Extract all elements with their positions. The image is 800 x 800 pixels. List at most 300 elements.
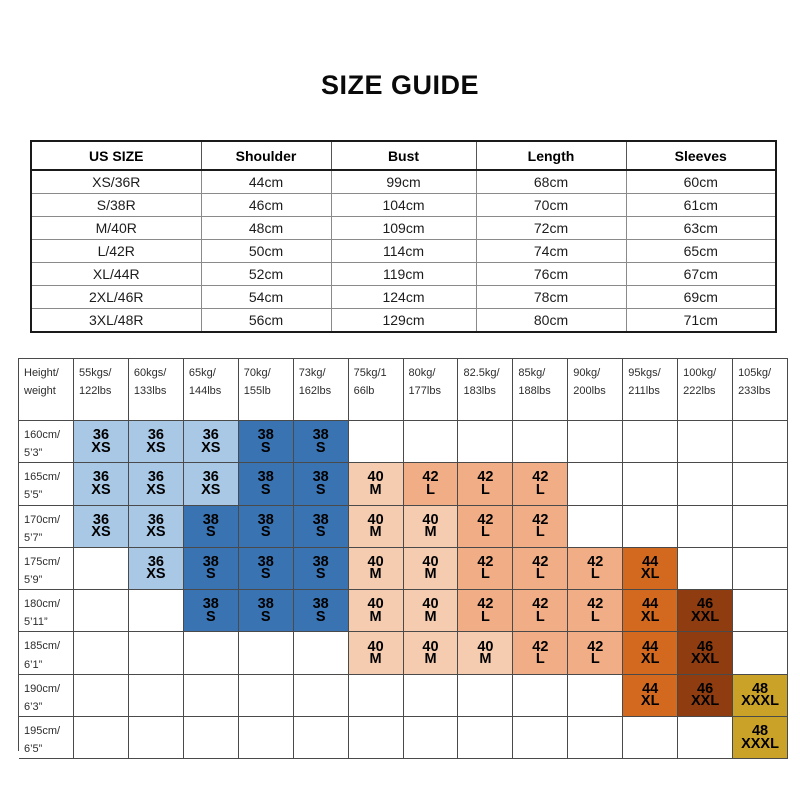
measurement-cell: 129cm xyxy=(331,309,476,333)
column-header: Sleeves xyxy=(626,141,776,170)
empty-cell xyxy=(678,506,733,548)
size-cell xyxy=(239,590,294,632)
height-label-line: 5’3” xyxy=(24,447,43,460)
height-label-line: 185cm/ xyxy=(24,640,61,653)
empty-cell xyxy=(349,717,404,759)
size-label: XXL xyxy=(691,693,720,710)
weight-header-line: 75kg/1 xyxy=(353,367,387,379)
measurement-cell: 71cm xyxy=(626,309,776,333)
size-number: 38 xyxy=(312,511,329,528)
empty-cell xyxy=(568,463,623,505)
weight-header xyxy=(349,359,404,421)
measurement-cell: 72cm xyxy=(476,217,626,240)
size-number: 38 xyxy=(257,427,274,444)
size-number: 36 xyxy=(147,469,164,486)
size-label: L xyxy=(535,481,545,498)
empty-cell xyxy=(568,717,623,759)
measurement-cell: 78cm xyxy=(476,286,626,309)
size-cell xyxy=(404,548,459,590)
size-number: 40 xyxy=(367,511,384,528)
empty-cell xyxy=(623,463,678,505)
size-label: XS xyxy=(201,481,221,498)
size-label: M xyxy=(369,524,382,541)
empty-cell xyxy=(74,717,129,759)
us-size-cell: XS/36R xyxy=(31,170,201,194)
weight-header-line: 80kg/ xyxy=(408,367,436,379)
size-label: XL xyxy=(640,608,660,625)
height-label xyxy=(19,548,74,590)
empty-cell xyxy=(349,675,404,717)
measurement-cell: 54cm xyxy=(201,286,331,309)
table-row xyxy=(31,240,776,263)
measurement-cell: 50cm xyxy=(201,240,331,263)
size-number: 38 xyxy=(257,511,274,528)
size-cell xyxy=(294,463,349,505)
size-cell xyxy=(623,675,678,717)
weight-header-line: 183lbs xyxy=(463,385,496,398)
size-label: XS xyxy=(91,481,111,498)
empty-cell xyxy=(74,675,129,717)
measurement-cell: 56cm xyxy=(201,309,331,333)
size-cell xyxy=(733,717,788,759)
measurement-cell: 68cm xyxy=(476,170,626,194)
column-header: Length xyxy=(476,141,626,170)
size-number: 46 xyxy=(697,680,714,697)
height-label-line: 180cm/ xyxy=(24,598,61,611)
weight-header-line: 105kg/ xyxy=(738,367,772,379)
size-number: 40 xyxy=(367,469,384,486)
size-label: S xyxy=(260,524,271,541)
size-label: XS xyxy=(146,566,166,583)
height-label-line: 5’11” xyxy=(24,616,48,629)
size-cell xyxy=(404,590,459,632)
empty-cell xyxy=(458,717,513,759)
size-cell xyxy=(184,463,239,505)
height-label xyxy=(19,590,74,632)
table-row xyxy=(31,286,776,309)
size-cell xyxy=(513,548,568,590)
measurement-cell: 46cm xyxy=(201,194,331,217)
size-cell xyxy=(74,506,129,548)
size-number: 36 xyxy=(202,469,219,486)
height-label-line: 190cm/ xyxy=(24,682,61,695)
size-number: 40 xyxy=(422,553,439,570)
measurement-cell: 69cm xyxy=(626,286,776,309)
weight-header xyxy=(294,359,349,421)
table-row xyxy=(31,309,776,333)
us-size-cell: XL/44R xyxy=(31,263,201,286)
size-number: 38 xyxy=(312,553,329,570)
size-label: S xyxy=(315,439,326,456)
size-cell xyxy=(184,548,239,590)
empty-cell xyxy=(678,421,733,463)
size-number: 46 xyxy=(697,596,714,613)
size-cell xyxy=(458,590,513,632)
size-cell xyxy=(568,632,623,674)
size-number: 38 xyxy=(257,553,274,570)
size-number: 36 xyxy=(92,427,110,444)
corner-header-line: Height/ xyxy=(24,367,59,379)
size-cell xyxy=(458,463,513,505)
size-label: XS xyxy=(146,439,166,456)
height-label-line: 6’3” xyxy=(24,700,43,713)
size-label: L xyxy=(535,524,545,541)
empty-cell xyxy=(678,548,733,590)
size-cell xyxy=(129,548,184,590)
height-label-line: 195cm/ xyxy=(24,724,61,737)
weight-header xyxy=(678,359,733,421)
size-number: 42 xyxy=(477,596,494,613)
weight-header-line: 60kgs/ xyxy=(133,367,167,379)
size-number: 48 xyxy=(751,680,769,697)
size-cell xyxy=(239,548,294,590)
weight-header-line: 55kgs/ xyxy=(79,367,112,379)
size-cell xyxy=(349,590,404,632)
size-number: 42 xyxy=(477,469,494,486)
measurement-cell: 124cm xyxy=(331,286,476,309)
corner-header-line: weight xyxy=(24,385,56,398)
measurement-cell: 76cm xyxy=(476,263,626,286)
size-number: 40 xyxy=(477,638,494,655)
measurement-cell: 60cm xyxy=(626,170,776,194)
empty-cell xyxy=(129,632,184,674)
measurement-cell: 114cm xyxy=(331,240,476,263)
weight-header-line: 90kg/ xyxy=(573,367,601,379)
size-label: L xyxy=(480,566,490,583)
size-label: M xyxy=(479,651,492,668)
size-label: L xyxy=(426,481,435,498)
us-size-cell: M/40R xyxy=(31,217,201,240)
empty-cell xyxy=(349,421,404,463)
measurement-cell: 104cm xyxy=(331,194,476,217)
size-cell xyxy=(404,506,459,548)
size-label: L xyxy=(535,651,545,668)
height-label-line: 5’7” xyxy=(24,531,43,544)
empty-cell xyxy=(513,675,568,717)
size-number: 44 xyxy=(642,596,659,613)
size-label: L xyxy=(535,566,545,583)
size-cell xyxy=(294,421,349,463)
size-cell xyxy=(239,463,294,505)
size-number: 38 xyxy=(312,596,329,613)
size-label: S xyxy=(205,608,216,625)
size-number: 42 xyxy=(532,638,549,655)
empty-cell xyxy=(239,632,294,674)
height-label-line: 5’9” xyxy=(24,573,43,586)
empty-cell xyxy=(74,590,129,632)
empty-cell xyxy=(294,717,349,759)
weight-header-line: 162lbs xyxy=(298,385,332,398)
empty-cell xyxy=(404,675,459,717)
size-number: 42 xyxy=(532,511,549,528)
size-label: XS xyxy=(91,524,111,541)
weight-header-line: 233lbs xyxy=(738,385,771,398)
measurement-cell: 74cm xyxy=(476,240,626,263)
size-number: 38 xyxy=(257,469,274,486)
measurement-table-header xyxy=(31,141,776,170)
measurement-cell: 70cm xyxy=(476,194,626,217)
size-number: 38 xyxy=(312,427,329,444)
size-cell xyxy=(513,463,568,505)
weight-header-line: 222lbs xyxy=(683,385,716,398)
size-label: XXL xyxy=(691,608,720,625)
size-label: M xyxy=(424,608,437,625)
empty-cell xyxy=(623,506,678,548)
size-label: L xyxy=(535,608,545,625)
size-label: M xyxy=(369,481,382,498)
size-label: L xyxy=(590,608,600,625)
size-number: 40 xyxy=(367,596,384,613)
height-label xyxy=(19,421,74,463)
size-cell xyxy=(404,632,459,674)
size-cell xyxy=(239,506,294,548)
size-label: XS xyxy=(91,439,111,456)
empty-cell xyxy=(733,590,788,632)
size-label: L xyxy=(480,481,490,498)
height-label xyxy=(19,717,74,759)
size-number: 44 xyxy=(642,638,659,655)
weight-header-line: 66lb xyxy=(353,385,375,398)
size-label: L xyxy=(590,651,600,668)
size-label: XL xyxy=(640,693,660,710)
height-label-line: 175cm/ xyxy=(24,555,61,568)
size-cell xyxy=(513,506,568,548)
empty-cell xyxy=(129,590,184,632)
size-label: S xyxy=(260,439,271,456)
weight-header-line: 144lbs xyxy=(188,385,222,398)
size-cell xyxy=(349,632,404,674)
measurement-table-body xyxy=(31,170,776,332)
size-number: 42 xyxy=(532,596,549,613)
empty-cell xyxy=(733,548,788,590)
size-cell xyxy=(184,421,239,463)
height-label-line: 165cm/ xyxy=(24,471,61,484)
size-label: XS xyxy=(201,439,221,456)
size-label: XL xyxy=(640,651,660,668)
weight-header-line: 70kg/ xyxy=(243,367,271,379)
size-number: 44 xyxy=(642,680,659,697)
height-label-line: 160cm/ xyxy=(24,429,61,441)
size-number: 40 xyxy=(422,596,439,613)
size-label: M xyxy=(424,566,437,583)
size-cell xyxy=(568,548,623,590)
size-cell xyxy=(129,463,184,505)
size-cell xyxy=(294,548,349,590)
size-number: 38 xyxy=(312,469,329,486)
size-label: XL xyxy=(640,566,660,583)
height-label xyxy=(19,675,74,717)
empty-cell xyxy=(513,421,568,463)
empty-cell xyxy=(294,632,349,674)
size-label: M xyxy=(424,651,437,668)
weight-header xyxy=(623,359,678,421)
measurement-cell: 109cm xyxy=(331,217,476,240)
empty-cell xyxy=(733,506,788,548)
size-cell xyxy=(678,675,733,717)
size-label: XXL xyxy=(691,651,720,668)
empty-cell xyxy=(623,421,678,463)
size-matrix xyxy=(18,358,788,756)
size-cell xyxy=(294,590,349,632)
measurement-cell: 65cm xyxy=(626,240,776,263)
measurement-cell: 61cm xyxy=(626,194,776,217)
weight-header xyxy=(733,359,788,421)
table-row xyxy=(31,194,776,217)
table-row xyxy=(31,217,776,240)
height-label xyxy=(19,506,74,548)
size-cell xyxy=(513,590,568,632)
empty-cell xyxy=(568,675,623,717)
empty-cell xyxy=(404,421,459,463)
size-label: L xyxy=(590,566,600,583)
size-number: 42 xyxy=(422,469,439,486)
size-cell xyxy=(184,590,239,632)
empty-cell xyxy=(239,675,294,717)
size-cell xyxy=(623,548,678,590)
measurement-cell: 63cm xyxy=(626,217,776,240)
size-number: 42 xyxy=(587,553,604,570)
size-cell xyxy=(458,506,513,548)
size-number: 38 xyxy=(202,596,219,613)
size-cell xyxy=(184,506,239,548)
size-cell xyxy=(129,421,184,463)
empty-cell xyxy=(184,717,239,759)
table-row xyxy=(31,170,776,194)
weight-header-line: 65kg/ xyxy=(188,367,216,379)
measurement-table xyxy=(30,140,777,333)
size-label: XXXL xyxy=(741,693,779,710)
empty-cell xyxy=(513,717,568,759)
weight-header-line: 200lbs xyxy=(573,385,606,398)
height-label-line: 5’5” xyxy=(24,489,43,502)
weight-header xyxy=(458,359,513,421)
weight-header-line: 122lbs xyxy=(79,385,112,398)
empty-cell xyxy=(74,548,129,590)
measurement-cell: 80cm xyxy=(476,309,626,333)
size-label: XS xyxy=(146,524,166,541)
empty-cell xyxy=(129,717,184,759)
size-number: 42 xyxy=(532,469,549,486)
weight-header-line: 95kgs/ xyxy=(628,367,661,379)
size-label: XS xyxy=(146,481,166,498)
size-cell xyxy=(404,463,459,505)
empty-cell xyxy=(74,632,129,674)
size-label: M xyxy=(369,608,382,625)
measurement-cell: 99cm xyxy=(331,170,476,194)
size-cell xyxy=(678,590,733,632)
size-label: M xyxy=(369,566,382,583)
empty-cell xyxy=(733,421,788,463)
size-cell xyxy=(458,632,513,674)
height-label xyxy=(19,463,74,505)
size-number: 42 xyxy=(532,553,549,570)
weight-header xyxy=(568,359,623,421)
us-size-cell: S/38R xyxy=(31,194,201,217)
us-size-cell: 3XL/48R xyxy=(31,309,201,333)
size-label: S xyxy=(205,566,216,583)
size-label: M xyxy=(369,651,382,668)
weight-header xyxy=(129,359,184,421)
size-label: S xyxy=(315,566,326,583)
empty-cell xyxy=(294,675,349,717)
size-cell xyxy=(239,421,294,463)
empty-cell xyxy=(184,675,239,717)
size-label: S xyxy=(315,608,326,625)
weight-header-line: 85kg/ xyxy=(518,367,546,379)
empty-cell xyxy=(623,717,678,759)
empty-cell xyxy=(733,632,788,674)
size-number: 36 xyxy=(92,469,110,486)
size-label: S xyxy=(260,566,271,583)
size-label: S xyxy=(315,524,326,541)
empty-cell xyxy=(458,421,513,463)
size-label: S xyxy=(315,481,326,498)
size-cell xyxy=(678,632,733,674)
weight-header-line: 73kg/ xyxy=(298,367,326,379)
size-number: 36 xyxy=(202,427,219,444)
size-cell xyxy=(568,590,623,632)
weight-header xyxy=(239,359,294,421)
size-cell xyxy=(74,421,129,463)
size-label: S xyxy=(205,524,216,541)
size-number: 36 xyxy=(147,427,164,444)
size-cell xyxy=(129,506,184,548)
size-cell xyxy=(349,506,404,548)
size-cell xyxy=(733,675,788,717)
size-number: 36 xyxy=(147,511,164,528)
size-label: S xyxy=(260,481,271,498)
size-cell xyxy=(74,463,129,505)
size-label: M xyxy=(424,524,437,541)
column-header: Bust xyxy=(331,141,476,170)
size-number: 48 xyxy=(751,723,769,740)
empty-cell xyxy=(404,717,459,759)
empty-cell xyxy=(129,675,184,717)
empty-cell xyxy=(239,717,294,759)
height-label-line: 6’5” xyxy=(24,743,43,756)
measurement-cell: 119cm xyxy=(331,263,476,286)
empty-cell xyxy=(678,717,733,759)
size-number: 36 xyxy=(147,553,164,570)
weight-header-line: 188lbs xyxy=(518,385,551,398)
size-cell xyxy=(349,548,404,590)
weight-header-line: 100kg/ xyxy=(683,367,717,379)
size-number: 38 xyxy=(202,511,219,528)
weight-header xyxy=(74,359,129,421)
size-cell xyxy=(349,463,404,505)
size-cell xyxy=(623,590,678,632)
weight-header xyxy=(513,359,568,421)
weight-header-line: 211lbs xyxy=(628,385,660,398)
size-cell xyxy=(294,506,349,548)
empty-cell xyxy=(458,675,513,717)
size-label: L xyxy=(480,608,490,625)
measurement-cell: 48cm xyxy=(201,217,331,240)
measurement-cell: 52cm xyxy=(201,263,331,286)
us-size-cell: 2XL/46R xyxy=(31,286,201,309)
us-size-cell: L/42R xyxy=(31,240,201,263)
column-header: US SIZE xyxy=(31,141,201,170)
weight-header-line: 177lbs xyxy=(408,385,441,398)
size-number: 36 xyxy=(92,511,110,528)
weight-header xyxy=(184,359,239,421)
size-number: 40 xyxy=(367,553,384,570)
size-label: XXXL xyxy=(741,735,779,752)
size-number: 42 xyxy=(587,596,604,613)
size-number: 46 xyxy=(697,638,714,655)
size-number: 38 xyxy=(202,553,219,570)
size-number: 42 xyxy=(477,553,494,570)
